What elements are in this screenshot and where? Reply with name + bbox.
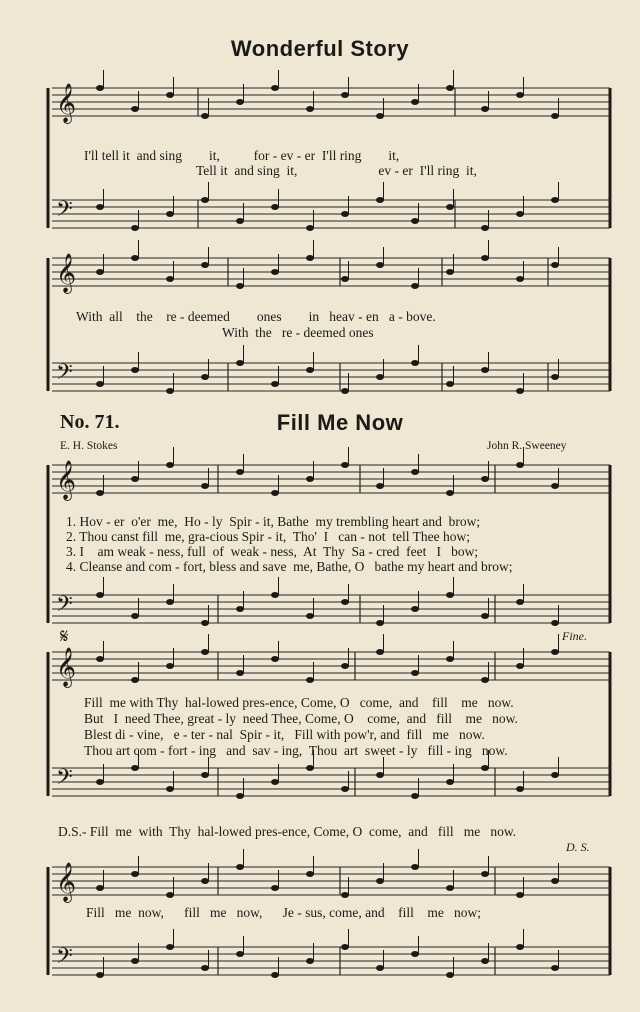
note-head [341, 211, 349, 217]
note-head [271, 779, 279, 785]
note-head [446, 490, 454, 496]
note-head [306, 255, 314, 261]
note-head [201, 649, 209, 655]
verse-1: 1. Hov - er o'er me, Ho - ly Spir - it, Bathe my trembling heart and brow; [66, 514, 481, 529]
note-head [236, 951, 244, 957]
lyric-line-1-bass: I'll tell it and sing it, for - ev - er I'll ring it, [84, 148, 400, 163]
note-head [271, 204, 279, 210]
note-head [551, 483, 559, 489]
note-head [341, 92, 349, 98]
note-head [551, 878, 559, 884]
bass-clef-icon: 𝄢 [56, 765, 73, 795]
note-head [306, 958, 314, 964]
note-head [271, 85, 279, 91]
note-head [411, 283, 419, 289]
note-head [96, 972, 104, 978]
note-head [201, 772, 209, 778]
note-head [271, 490, 279, 496]
note-head [131, 106, 139, 112]
note-head [481, 367, 489, 373]
note-head [166, 388, 174, 394]
note-head [236, 793, 244, 799]
note-head [551, 262, 559, 268]
note-head [96, 779, 104, 785]
note-head [411, 606, 419, 612]
note-head [166, 599, 174, 605]
note-head [481, 958, 489, 964]
note-head [551, 649, 559, 655]
note-head [376, 113, 384, 119]
note-head [481, 613, 489, 619]
note-head [341, 599, 349, 605]
note-head [131, 677, 139, 683]
note-head [201, 197, 209, 203]
note-head [481, 765, 489, 771]
treble-clef-icon: 𝄞 [56, 460, 77, 500]
note-head [446, 269, 454, 275]
note-head [551, 620, 559, 626]
note-head [271, 269, 279, 275]
note-head [446, 885, 454, 891]
note-head [551, 197, 559, 203]
author-credit: E. H. Stokes [60, 440, 118, 452]
note-head [236, 218, 244, 224]
note-head [376, 197, 384, 203]
note-head [166, 92, 174, 98]
note-head [376, 483, 384, 489]
note-head [166, 462, 174, 468]
note-head [341, 462, 349, 468]
treble-clef-icon: 𝄞 [56, 862, 77, 902]
note-head [96, 885, 104, 891]
note-head [411, 670, 419, 676]
refrain-verse-1: Fill me with Thy hal-lowed pres-ence, Come, O come, and fill me now. [84, 695, 514, 710]
song-title-wonderful-story: Wonderful Story [230, 36, 410, 61]
note-head [271, 885, 279, 891]
note-head [166, 276, 174, 282]
ds-marking: D. S. [566, 840, 590, 854]
note-head [96, 592, 104, 598]
segno-sign: 𝄋 [60, 626, 69, 648]
note-head [131, 476, 139, 482]
bass-clef-icon: 𝄢 [56, 360, 73, 390]
ds-line: D.S.- Fill me with Thy hal-lowed pres-ence, Come, O come, and fill me now. [58, 824, 517, 839]
note-head [201, 374, 209, 380]
note-head [481, 225, 489, 231]
note-head [376, 878, 384, 884]
note-head [376, 649, 384, 655]
note-head [551, 113, 559, 119]
note-head [481, 255, 489, 261]
verse-3: 3. I am weak - ness, full of weak - ness, At Thy Sa - cred feet I bow; [66, 544, 479, 559]
note-head [131, 613, 139, 619]
note-head [411, 864, 419, 870]
note-head [551, 772, 559, 778]
composer-credit: John R. Sweeney [487, 440, 567, 452]
note-head [446, 381, 454, 387]
note-head [236, 606, 244, 612]
note-head [376, 374, 384, 380]
note-head [131, 871, 139, 877]
note-head [446, 972, 454, 978]
treble-clef-icon: 𝄞 [56, 83, 77, 123]
lyric-line-1-alto: Tell it and sing it, ev - er I'll ring it, [196, 163, 477, 178]
note-head [236, 99, 244, 105]
note-head [341, 786, 349, 792]
note-head [201, 262, 209, 268]
note-head [131, 225, 139, 231]
note-head [551, 374, 559, 380]
note-head [411, 951, 419, 957]
note-head [271, 592, 279, 598]
bass-clef-icon: 𝄢 [56, 592, 73, 622]
note-head [341, 944, 349, 950]
note-head [516, 944, 524, 950]
note-head [201, 620, 209, 626]
note-head [271, 381, 279, 387]
note-head [271, 656, 279, 662]
verse-2: 2. Thou canst fill me, gra-cious Spir - it, Tho' I can - not tell Thee how; [66, 529, 470, 544]
note-head [516, 388, 524, 394]
note-head [306, 367, 314, 373]
bass-clef-icon: 𝄢 [56, 197, 73, 227]
note-head [376, 262, 384, 268]
note-head [236, 360, 244, 366]
note-head [166, 211, 174, 217]
note-head [306, 106, 314, 112]
note-head [481, 106, 489, 112]
note-head [201, 878, 209, 884]
note-head [96, 269, 104, 275]
note-head [131, 255, 139, 261]
note-head [516, 462, 524, 468]
hymn-number: No. 71. [60, 411, 120, 433]
note-head [271, 972, 279, 978]
refrain-verse-4: Thou art com - fort - ing and sav - ing, Thou art sweet - ly fill - ing now. [84, 743, 508, 758]
note-head [411, 469, 419, 475]
note-head [516, 92, 524, 98]
note-head [446, 656, 454, 662]
note-head [166, 786, 174, 792]
note-head [306, 765, 314, 771]
treble-clef-icon: 𝄞 [56, 253, 77, 293]
note-head [306, 225, 314, 231]
note-head [306, 476, 314, 482]
refrain-verse-2: But I need Thee, great - ly need Thee, Come, O come, and fill me now. [84, 711, 518, 726]
note-head [411, 793, 419, 799]
note-head [166, 892, 174, 898]
note-head [446, 592, 454, 598]
note-head [341, 276, 349, 282]
note-head [446, 204, 454, 210]
note-head [411, 99, 419, 105]
note-head [96, 204, 104, 210]
note-head [341, 663, 349, 669]
note-head [131, 765, 139, 771]
note-head [376, 965, 384, 971]
note-head [516, 786, 524, 792]
lyric-line-2-alt: With the re - deemed ones [222, 325, 374, 340]
note-head [341, 388, 349, 394]
note-head [306, 677, 314, 683]
note-head [131, 958, 139, 964]
note-head [481, 871, 489, 877]
note-head [551, 965, 559, 971]
treble-clef-icon: 𝄞 [56, 647, 77, 687]
song-title-fill-me-now: Fill Me Now [276, 410, 404, 435]
fine-marking: Fine. [562, 629, 587, 643]
note-head [96, 656, 104, 662]
final-lyric-line: Fill me now, fill me now, Je - sus, come, and fill me now; [86, 905, 481, 920]
note-head [236, 670, 244, 676]
note-head [411, 218, 419, 224]
note-head [306, 613, 314, 619]
bass-clef-icon: 𝄢 [56, 944, 73, 974]
note-head [236, 469, 244, 475]
note-head [96, 381, 104, 387]
note-head [376, 620, 384, 626]
note-head [96, 85, 104, 91]
note-head [376, 772, 384, 778]
note-head [516, 892, 524, 898]
refrain-verse-3: Blest di - vine, e - ter - nal Spir - it, Fill with pow'r, and fill me now. [84, 727, 485, 742]
note-head [236, 283, 244, 289]
note-head [96, 490, 104, 496]
lyric-line-2-main: With all the re - deemed ones in heav - en a - bove. [76, 309, 436, 324]
note-head [516, 599, 524, 605]
note-head [166, 944, 174, 950]
note-head [411, 360, 419, 366]
note-head [446, 779, 454, 785]
note-head [201, 113, 209, 119]
note-head [516, 663, 524, 669]
note-head [166, 663, 174, 669]
note-head [516, 211, 524, 217]
note-head [201, 483, 209, 489]
note-head [236, 864, 244, 870]
note-head [481, 476, 489, 482]
note-head [516, 276, 524, 282]
note-head [131, 367, 139, 373]
note-head [446, 85, 454, 91]
note-head [201, 965, 209, 971]
note-head [341, 892, 349, 898]
note-head [306, 871, 314, 877]
verse-4: 4. Cleanse and com - fort, bless and save me, Bathe, O bathe my heart and brow; [66, 559, 513, 574]
note-head [481, 677, 489, 683]
